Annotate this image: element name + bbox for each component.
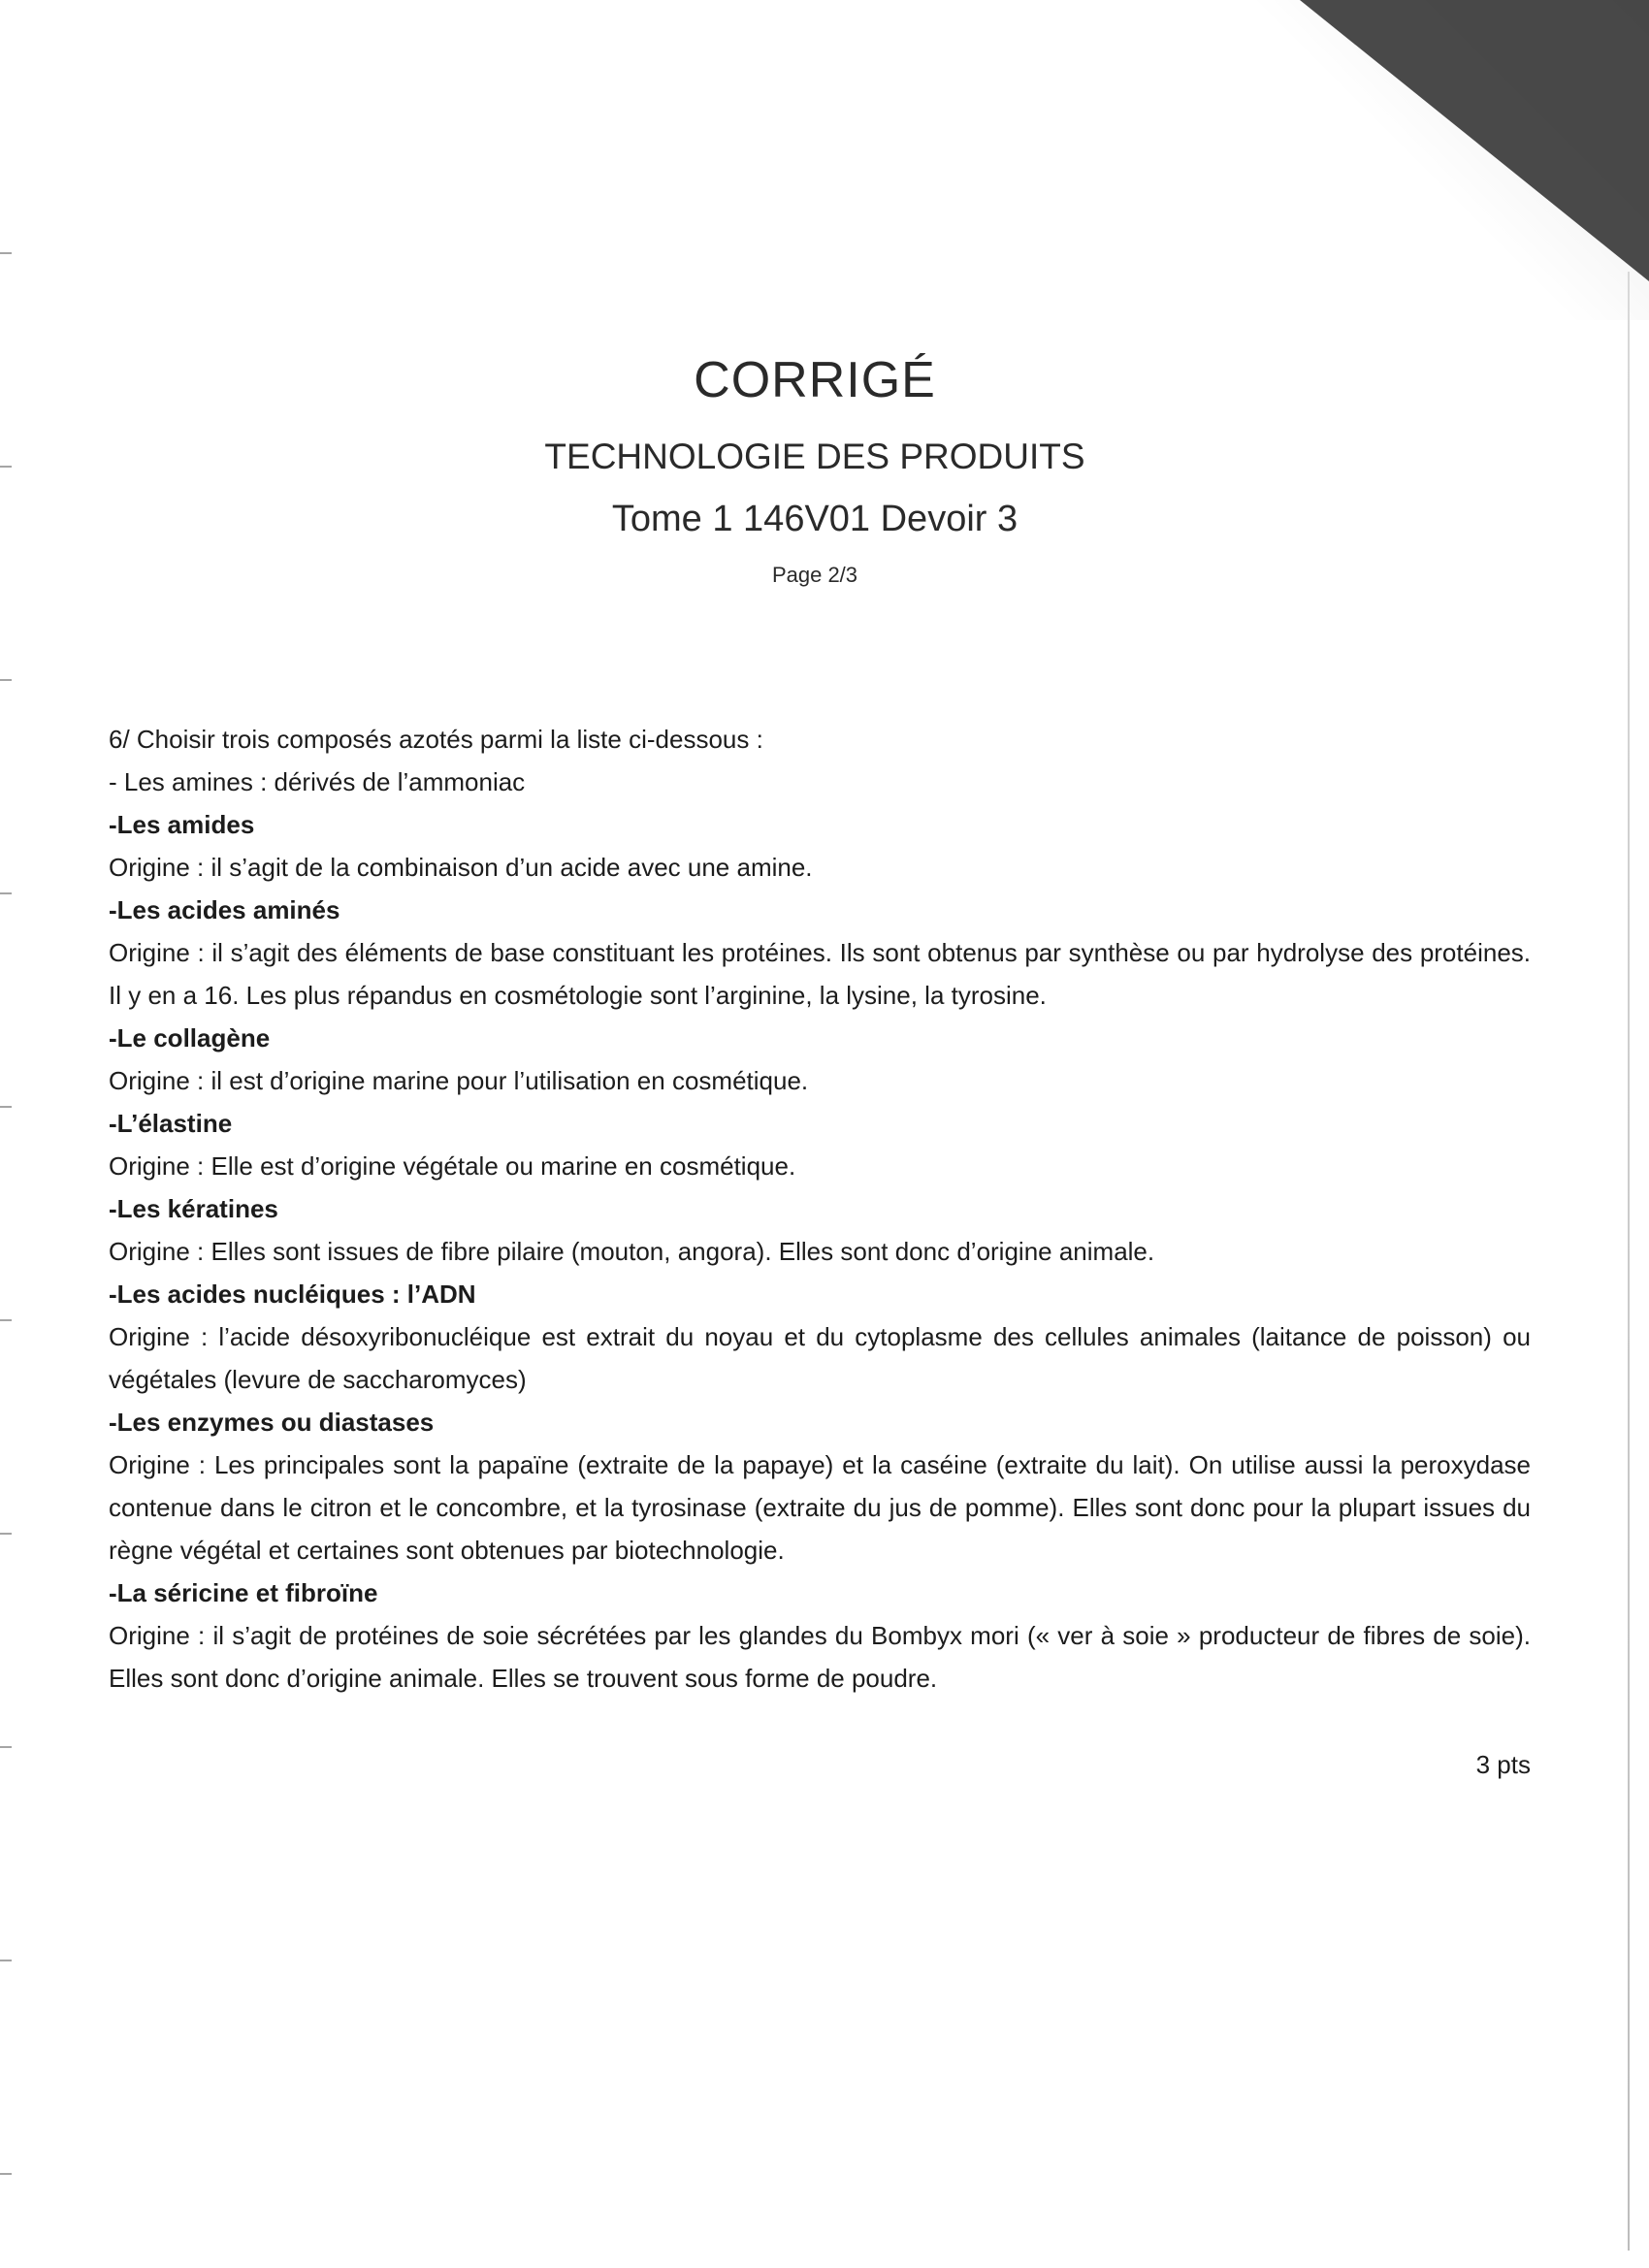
item-heading-acides-nucleiques: -Les acides nucléiques : l’ADN	[109, 1280, 476, 1309]
item-heading-keratines: -Les kératines	[109, 1194, 278, 1223]
document-header	[0, 349, 1630, 590]
item-heading-collagene: -Le collagène	[109, 1023, 271, 1053]
edge-mark	[0, 1106, 12, 1108]
amines-line: - Les amines : dérivés de l’ammoniac	[109, 767, 526, 796]
item-text-enzymes: Origine : Les principales sont la papaïne (extraite de la papaye) et la caséine (extraite du lait). On utilise aussi la peroxydase contenue dans le citron et le concombre, et la tyrosinase (extraite du jus de pomme). Elles sont donc pour la plupart issues du règne végétal et certaines sont obtenues par biotechnologie.	[109, 1450, 1531, 1565]
item-text-keratines: Origine : Elles sont issues de fibre pilaire (mouton, angora). Elles sont donc d’origine animale.	[109, 1237, 1155, 1266]
item-heading-enzymes: -Les enzymes ou diastases	[109, 1408, 435, 1437]
page-title: CORRIGÉ	[694, 352, 936, 408]
item-text-collagene: Origine : il est d’origine marine pour l’utilisation en cosmétique.	[109, 1066, 809, 1095]
answer-body	[109, 718, 1531, 1700]
assignment-reference: Tome 1 146V01 Devoir 3	[611, 499, 1018, 539]
item-text-acides-amines: Origine : il s’agit des éléments de base constituant les protéines. Ils sont obtenus par synthèse ou par hydrolyse des protéines. Il y en a 16. Les plus répandus en cosmétologie sont l’arginine, la lysine, la tyrosine.	[109, 938, 1531, 1010]
edge-mark	[0, 1319, 12, 1321]
item-heading-elastine: -L’élastine	[109, 1109, 233, 1138]
edge-mark	[0, 892, 12, 894]
item-heading-sericine: -La séricine et fibroïne	[109, 1578, 378, 1607]
edge-mark	[0, 1960, 12, 1961]
score-points: 3 pts	[1475, 1750, 1531, 1779]
question-text: 6/ Choisir trois composés azotés parmi la liste ci-dessous :	[109, 725, 763, 754]
page-number: Page 2/3	[771, 563, 858, 587]
item-heading-acides-amines: -Les acides aminés	[109, 895, 340, 924]
edge-mark	[0, 679, 12, 681]
folded-corner	[1300, 0, 1649, 281]
item-text-elastine: Origine : Elle est d’origine végétale ou marine en cosmétique.	[109, 1151, 796, 1181]
course-subtitle: TECHNOLOGIE DES PRODUITS	[544, 437, 1085, 476]
edge-mark	[0, 252, 12, 254]
edge-mark	[0, 1533, 12, 1535]
item-heading-amides: -Les amides	[109, 810, 255, 839]
item-text-amides: Origine : il s’agit de la combinaison d’un acide avec une amine.	[109, 853, 813, 882]
edge-mark	[0, 2173, 12, 2175]
item-text-acides-nucleiques: Origine : l’acide désoxyribonucléique est extrait du noyau et du cytoplasme des cellules animales (laitance de poisson) ou végétales (levure de saccharomyces)	[109, 1322, 1531, 1394]
edge-mark	[0, 1746, 12, 1748]
item-text-sericine: Origine : il s’agit de protéines de soie sécrétées par les glandes du Bombyx mori (« ver à soie » producteur de fibres de soie). Elles sont donc d’origine animale. Elles se trouvent sous forme de poudre.	[109, 1621, 1531, 1693]
